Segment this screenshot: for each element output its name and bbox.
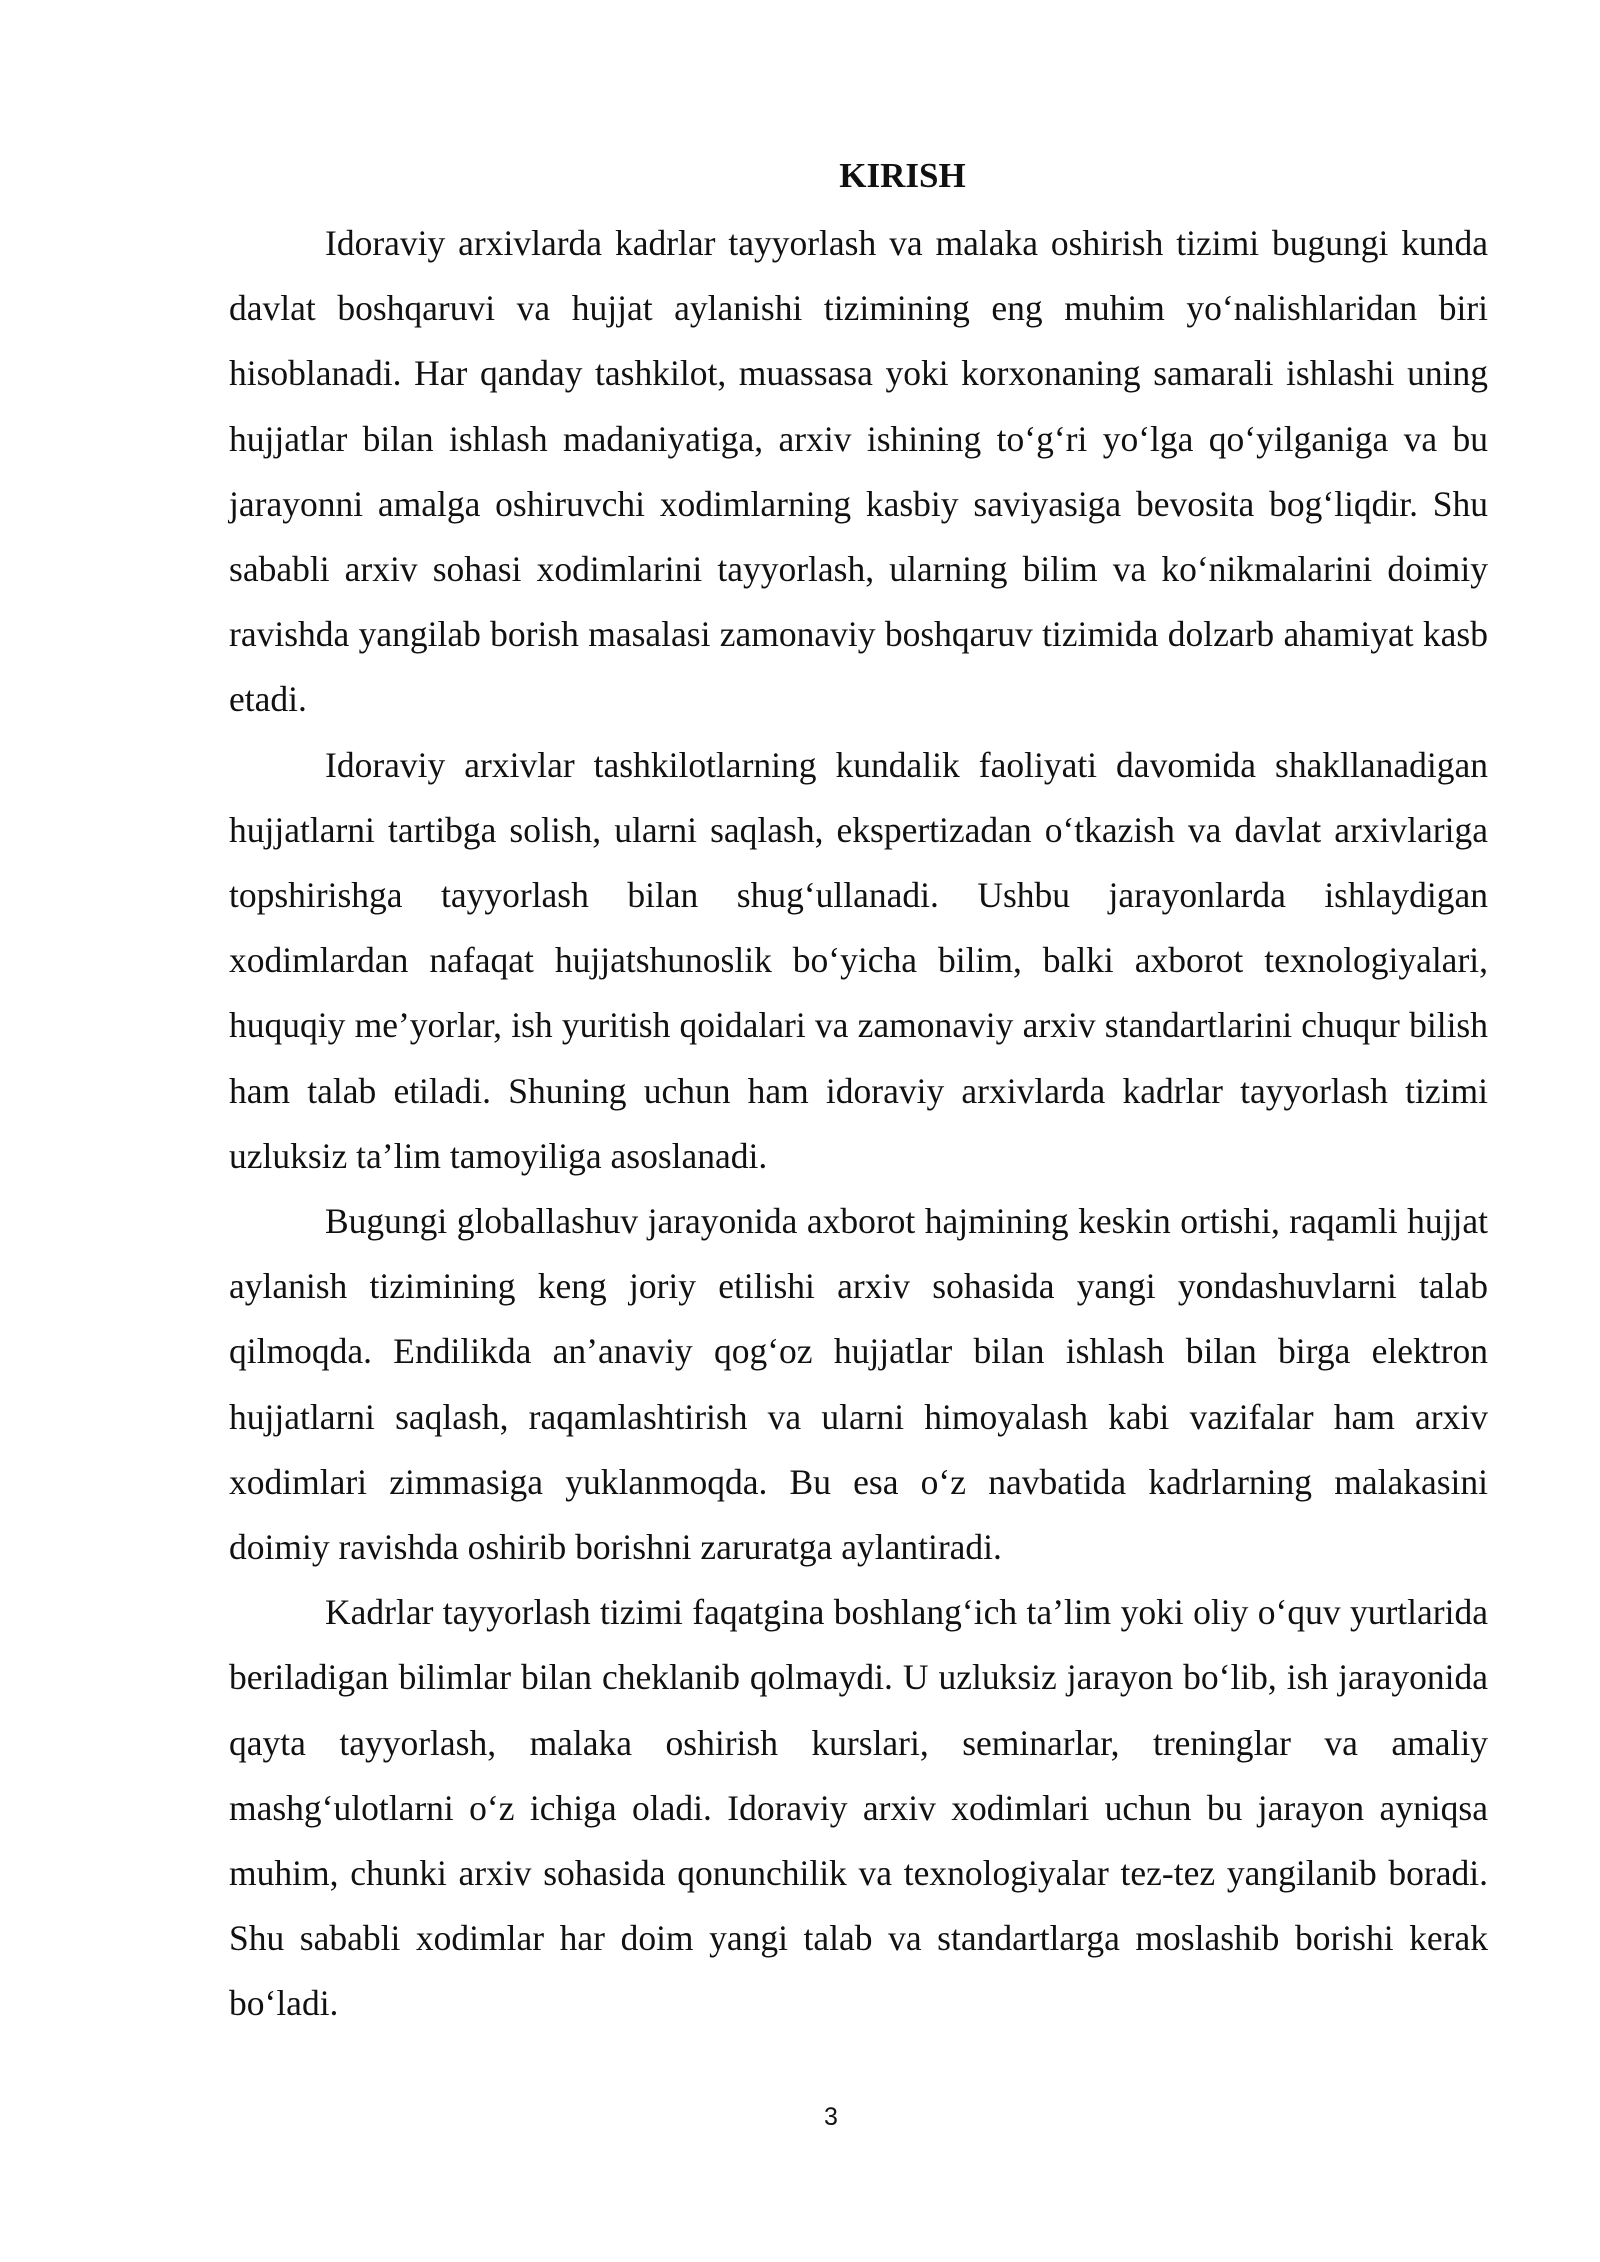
paragraph-2: Idoraviy arxivlar tashkilotlarning kundalik faoliyati davomida shakllanadigan hujjatlarni tartibga solish, ularni saqlash, ekspertizadan o‘tkazish va davlat arxivlariga topshirishga tayyorlash bilan shug‘ullanadi. Ushbu jarayonlarda ishlaydigan xodimlardan nafaqat hujjatshunoslik bo‘yicha bilim, balki axborot texnologiyalari, huquqiy me’yorlar, ish yuritish qoidalari va zamonaviy arxiv standartlarini chuqur bilish ham talab etiladi. Shuning uchun ham idoraviy arxivlarda kadrlar tayyorlash tizimi uzluksiz ta’lim tamoyiliga asoslanadi. <box>229 744 1488 1176</box>
paragraph-1: Idoraviy arxivlarda kadrlar tayyorlash va malaka oshirish tizimi bugungi kunda davlat boshqaruvi va hujjat aylanishi tizimining eng muhim yo‘nalishlaridan biri hisoblanadi. Har qanday tashkilot, muassasa yoki korxonaning samarali ishlashi uning hujjatlar bilan ishlash madaniyatiga, arxiv ishining to‘g‘ri yo‘lga qo‘yilganiga va bu jarayonni amalga oshiruvchi xodimlarning kasbiy saviyasiga bevosita bog‘liqdir. Shu sababli arxiv sohasi xodimlarini tayyorlash, ularning bilim va ko‘nikmalarini doimiy ravishda yangilab borish masalasi zamonaviy boshqaruv tizimida dolzarb ahamiyat kasb etadi. <box>229 223 1488 720</box>
paragraph-3: Bugungi globallashuv jarayonida axborot hajmining keskin ortishi, raqamli hujjat aylanish tizimining keng joriy etilishi arxiv sohasida yangi yondashuvlarni talab qilmoqda. Endilikda an’anaviy qog‘oz hujjatlar bilan ishlash bilan birga elektron hujjatlarni saqlash, raqamlashtirish va ularni himoyalash kabi vazifalar ham arxiv xodimlari zimmasiga yuklanmoqda. Bu esa o‘z navbatida kadrlarning malakasini doimiy ravishda oshirib borishni zaruratga aylantiradi. <box>229 1201 1488 1568</box>
paragraph-4: Kadrlar tayyorlash tizimi faqatgina boshlang‘ich ta’lim yoki oliy o‘quv yurtlarida beriladigan bilimlar bilan cheklanib qolmaydi. U uzluksiz jarayon bo‘lib, ish jarayonida qayta tayyorlash, malaka oshirish kurslari, seminarlar, treninglar va amaliy mashg‘ulotlarni o‘z ichiga oladi. Idoraviy arxiv xodimlari uchun bu jarayon ayniqsa muhim, chunki arxiv sohasida qonunchilik va texnologiyalar tez-tez yangilanib boradi. Shu sababli xodimlar har doim yangi talab va standartlarga moslashib borishi kerak bo‘ladi. <box>229 1592 1488 2024</box>
section-title: KIRISH <box>839 156 966 195</box>
document-body <box>229 150 1488 2037</box>
page-number: 3 <box>824 2103 838 2131</box>
